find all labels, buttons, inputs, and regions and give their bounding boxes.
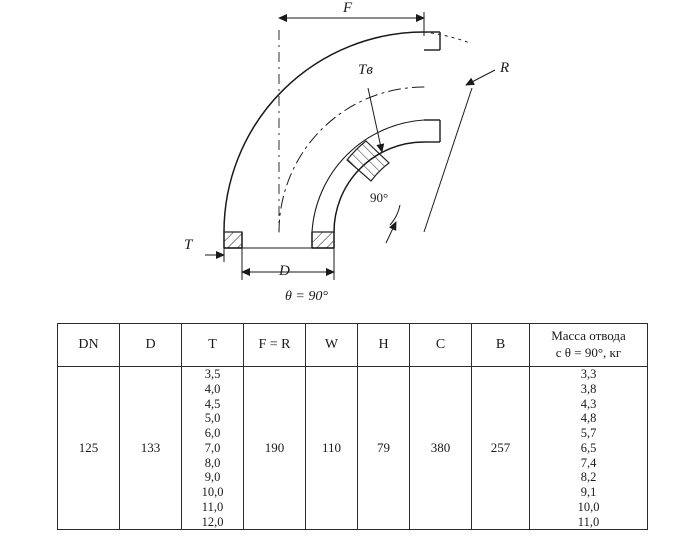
cell-f-r: 190	[244, 367, 306, 530]
list-item: 9,0	[204, 470, 221, 485]
col-header-b: B	[472, 324, 530, 367]
wall-thickness-section	[347, 141, 389, 181]
col-header-f-r: F = R	[244, 324, 306, 367]
col-header-mass-line2: с θ = 90°, кг	[555, 345, 622, 360]
list-item: 10,0	[201, 485, 224, 499]
theta-label: θ = 90°	[285, 289, 328, 304]
cell-t-list	[182, 367, 244, 530]
cell-b: 257	[472, 367, 530, 530]
col-header-t: T	[182, 324, 244, 367]
list-item: 11,0	[577, 514, 600, 529]
col-header-d: D	[120, 324, 182, 367]
list-item: 3,8	[580, 381, 597, 396]
dim-label-r: R	[500, 60, 510, 76]
dim-label-f: F	[343, 0, 353, 16]
list-item: 3,5	[204, 367, 221, 381]
list-item: 12,0	[201, 514, 224, 529]
cell-w: 110	[306, 367, 358, 530]
table-row	[58, 367, 648, 530]
wall-section-hatch-left	[224, 232, 334, 248]
cell-c: 380	[410, 367, 472, 530]
list-item: 10,0	[577, 499, 600, 514]
col-header-h: H	[358, 324, 410, 367]
cell-dn: 125	[58, 367, 120, 530]
col-header-dn: DN	[58, 324, 120, 367]
list-item: 5,7	[580, 426, 597, 440]
list-item: 3,3	[580, 367, 597, 381]
list-item: 6,0	[204, 426, 221, 440]
list-item: 4,5	[204, 396, 221, 411]
dim-label-t: T	[184, 237, 193, 253]
list-item: 6,5	[580, 440, 597, 455]
cell-d: 133	[120, 367, 182, 530]
list-item: 4,3	[580, 396, 597, 411]
list-item: 7,0	[204, 440, 221, 455]
col-header-mass	[530, 324, 648, 367]
list-item: 8,2	[580, 470, 597, 485]
dim-label-d: D	[279, 263, 290, 279]
dim-label-tv: Tв	[358, 62, 373, 78]
angle-label-90: 90°	[370, 190, 389, 205]
col-header-c: C	[410, 324, 472, 367]
cell-mass-list	[530, 367, 648, 530]
table-header-row	[58, 324, 648, 367]
list-item: 9,1	[580, 485, 597, 499]
cell-h: 79	[358, 367, 410, 530]
list-item: 4,8	[580, 411, 597, 426]
list-item: 11,0	[201, 499, 224, 514]
list-item: 7,4	[580, 455, 597, 470]
col-header-mass-line1: Масса отвода	[551, 328, 626, 343]
list-item: 8,0	[204, 455, 221, 470]
list-item: 4,0	[204, 381, 221, 396]
col-header-w: W	[306, 324, 358, 367]
specification-table	[57, 323, 648, 530]
list-item: 5,0	[204, 411, 221, 426]
